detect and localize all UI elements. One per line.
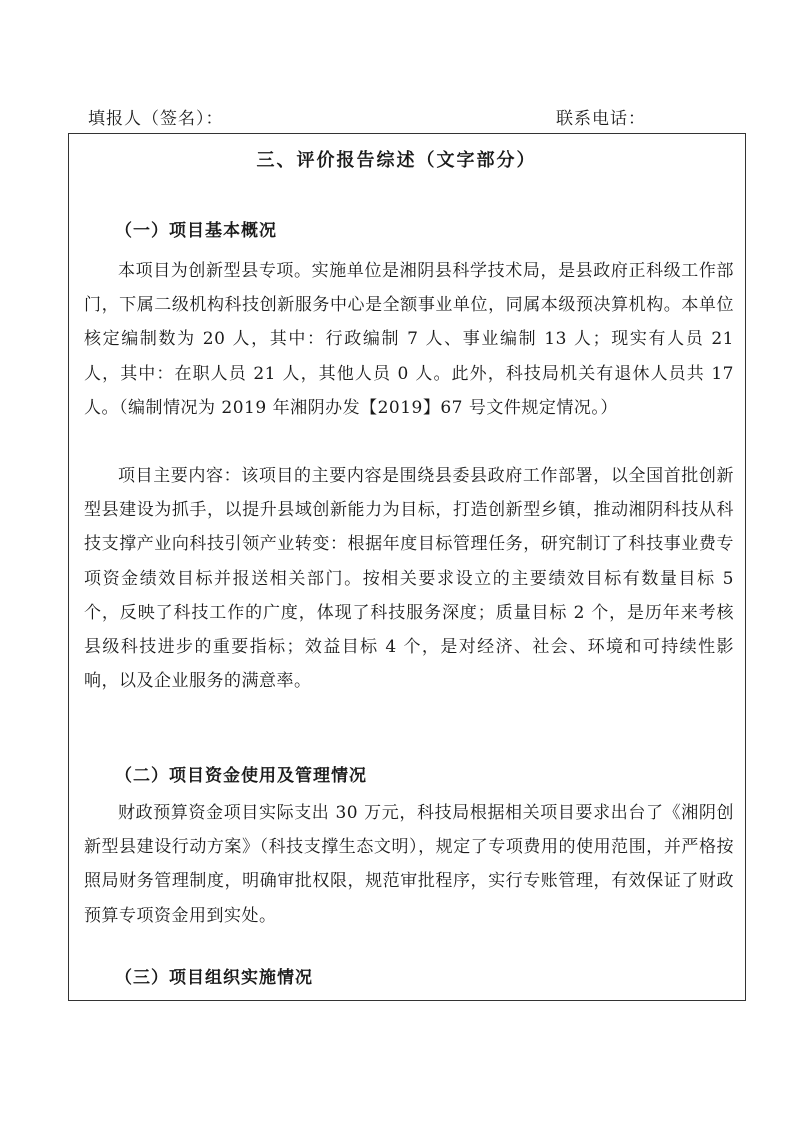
paragraph-project-content: 项目主要内容：该项目的主要内容是围绕县委县政府工作部署，以全国首批创新型县建设为抓手，以提升县域创新能力为目标，打造创新型乡镇，推动湘阴科技从科技支撑产业向科技引领产业转变：根据年度目标管理任务，研究制订了科技事业费专项资金绩效目标并报送相关部门。按相关要求设立的主要绩效目标有数量目标 5 个，反映了科技工作的广度，体现了科技服务深度；质量目标 2 个，是历年来考核县级科技进步的重要指标；效益目标 4 个，是对经济、社会、环境和可持续性影响，以及企业服务的满意率。 bbox=[84, 466, 734, 692]
paragraph-project-unit: 本项目为创新型县专项。实施单位是湘阴县科学技术局，是县政府正科级工作部门，下属二级机构科技创新服务中心是全额事业单位，同属本级预决算机构。本单位核定编制数为 20 人，其中：行政编制 7 人、事业编制 13 人；现实有人员 21 人，其中：在职人员 21 人，其他人员 0 人。此外，科技局机关有退休人员共 17 人。（编制情况为 2019 年湘阴办发【2019】67 号文件规定情况。） bbox=[84, 261, 734, 418]
phone-label: 联系电话： bbox=[556, 109, 646, 129]
subsection-heading-implementation: （三）项目组织实施情况 bbox=[115, 968, 313, 988]
subsection-heading-basic-overview: （一）项目基本概况 bbox=[115, 221, 277, 241]
paragraph-funds: 财政预算资金项目实际支出 30 万元，科技局根据相关项目要求出台了《湘阴创新型县建设行动方案》（科技支撑生态文明），规定了专项费用的使用范围，并严格按照局财务管理制度，明确审批权限，规范审批程序，实行专账管理，有效保证了财政预算专项资金用到实处。 bbox=[84, 803, 734, 926]
section-title: 三、评价报告综述（文字部分） bbox=[256, 150, 537, 171]
subsection-heading-funds: （二）项目资金使用及管理情况 bbox=[115, 766, 367, 786]
signer-label: 填报人（签名）： bbox=[88, 109, 224, 129]
